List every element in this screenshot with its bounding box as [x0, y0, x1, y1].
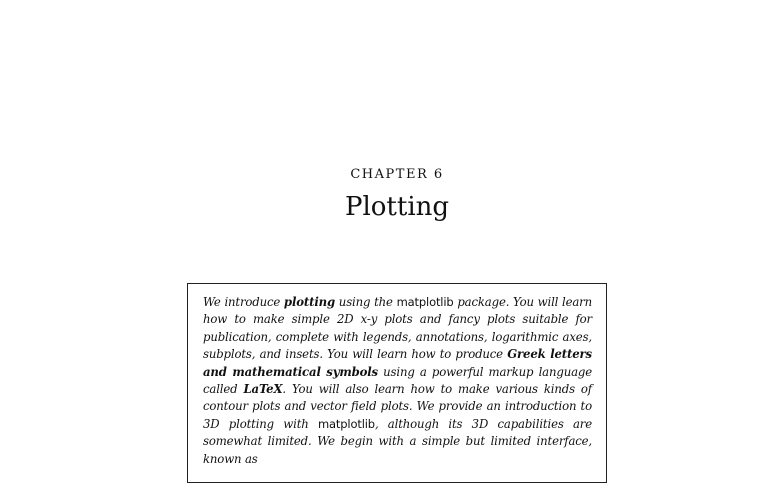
abstract-text: , although its 3D capabilities are somewhat limited. We begin with a simple but limited interface, known as — [203, 416, 592, 466]
abstract-text: . You will also learn how to make various kinds of contour plots and vector field plots. We provide an introduction to 3D plotting with — [203, 382, 592, 431]
chapter-title: Plotting — [344, 192, 450, 222]
chapter-abstract-box — [187, 283, 607, 483]
keyword-greek-letters: Greek letters and mathematical symbols — [203, 347, 592, 379]
package-name-matplotlib: matplotlib — [396, 295, 454, 309]
abstract-text: using a powerful markup language called — [203, 364, 592, 397]
abstract-text: using the — [335, 295, 397, 309]
chapter-abstract — [203, 294, 592, 468]
abstract-text: package. You will learn how to make simple 2D x-y plots and fancy plots suitable for publication, complete with legends, annotations, logarithmic axes, subplots, and insets. You will learn how to produce — [203, 295, 592, 362]
keyword-plotting: plotting — [283, 295, 336, 309]
abstract-text: We introduce — [203, 295, 284, 309]
package-name-matplotlib: matplotlib — [317, 416, 375, 431]
chapter-label: CHAPTER 6 — [350, 167, 444, 182]
latex-logo: LaTeX — [243, 382, 283, 397]
